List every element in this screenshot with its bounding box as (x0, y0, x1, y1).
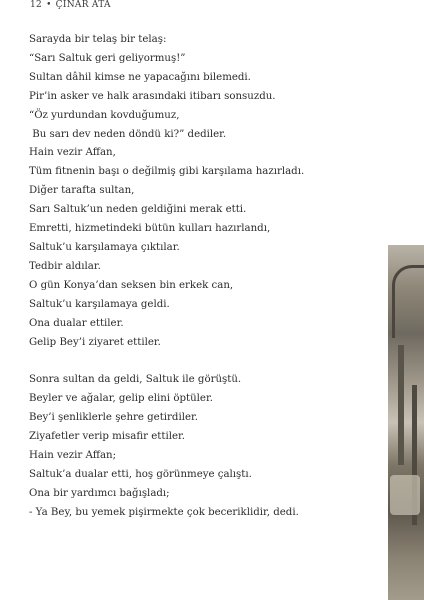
text-line: Hain vezir Affan, (29, 147, 116, 159)
text-line: Gelip Bey’i ziyaret ettiler. (29, 336, 161, 348)
text-line: “Öz yurdundan kovduğumuz, (29, 109, 180, 121)
text-line: Ziyafetler verip misafir ettiler. (29, 431, 185, 443)
text-line: Saltuk’u karşılamaya geldi. (29, 298, 170, 310)
text-line: Sonra sultan da geldi, Saltuk ile görüştü. (29, 374, 242, 386)
stanza-break (29, 352, 379, 371)
header-separator: • (46, 0, 52, 10)
text-line: Saltuk’a dualar etti, hoş görünmeye çalıştı. (29, 468, 252, 480)
illustration-arch (392, 265, 424, 338)
text-line: Saltuk’u karşılamaya çıktılar. (29, 241, 180, 253)
text-line: Tedbir aldılar. (29, 260, 101, 272)
text-line: Hain vezir Affan; (29, 449, 117, 461)
text-line: Ona bir yardımcı bağışladı; (29, 487, 170, 499)
text-line: Beyler ve ağalar, gelip elini öptüler. (29, 393, 213, 405)
text-line: Sarı Saltuk’un neden geldiğini merak etti. (29, 204, 247, 216)
body-text (29, 31, 379, 523)
text-line: Ona dualar ettiler. (29, 317, 124, 329)
text-line: Pir’in asker ve halk arasındaki itibarı sonsuzdu. (29, 90, 276, 102)
illustration-highlight (390, 475, 420, 515)
text-line: Sarayda bir telaş bir telaş: (29, 34, 167, 45)
text-line: “Sarı Saltuk geri geliyormuş!” (29, 52, 186, 64)
text-line: Diğer tarafta sultan, (29, 185, 135, 197)
text-line: - Ya Bey, bu yemek pişirmekte çok beceriklidir, dedi. (29, 506, 299, 518)
running-header (30, 0, 111, 12)
page-number: 12 (30, 0, 43, 10)
text-line: O gün Konya’dan seksen bin erkek can, (29, 279, 234, 291)
text-line: Emretti, hizmetindeki bütün kulları hazırlandı, (29, 223, 271, 235)
author-name: ÇINAR ATA (55, 0, 111, 10)
facing-page-illustration (388, 245, 424, 600)
text-line: Bu sarı dev neden döndü ki?” dediler. (29, 128, 227, 140)
text-line: Sultan dâhil kimse ne yapacağını bilemedi. (29, 71, 251, 83)
text-line: Tüm fitnenin başı o değilmiş gibi karşılama hazırladı. (29, 166, 305, 178)
text-line: Bey’i şenliklerle şehre getirdiler. (29, 412, 198, 424)
illustration-column (398, 345, 404, 465)
